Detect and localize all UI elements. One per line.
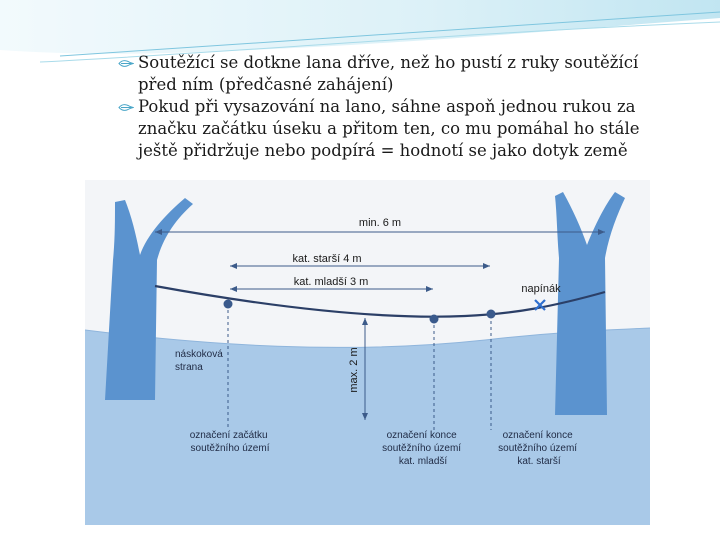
bullet-item	[118, 96, 678, 162]
jump-side-label: náskoková strana	[175, 349, 223, 373]
junior-distance-label: kat. mladší 3 m	[293, 276, 369, 288]
end-marker-senior	[487, 310, 496, 319]
end-marker-junior	[430, 315, 439, 324]
start-marker	[224, 300, 233, 309]
tensioner-label: napínák	[521, 283, 561, 295]
senior-distance-label: kat. starší 4 m	[292, 253, 362, 265]
bullet-arrow-icon	[118, 103, 134, 112]
end-mark-senior-label: označení konce soutěžního území kat. starší	[498, 430, 578, 467]
bullet-text: Soutěžící se dotkne lana dříve, než ho pustí z ruky soutěžící před ním (předčasné zahájení)	[138, 53, 639, 94]
bullet-text: Pokud při vysazování na lano, sáhne aspoň jednou rukou za značku začátku úseku a přitom ten, co mu pomáhal ho stále ještě přidržuje nebo podpírá = hodnotí se jako dotyk země	[138, 97, 640, 160]
start-mark-label: označení začátku soutěžního území	[189, 430, 270, 454]
end-mark-junior-label: označení konce soutěžního území kat. mladší	[382, 430, 462, 467]
bullet-list	[118, 52, 678, 162]
rope-crossing-diagram	[85, 180, 650, 525]
min-length-label: min. 6 m	[358, 217, 402, 229]
bullet-item	[118, 52, 678, 96]
max-height-label: max. 2 m	[348, 347, 360, 393]
bullet-arrow-icon	[118, 59, 134, 68]
